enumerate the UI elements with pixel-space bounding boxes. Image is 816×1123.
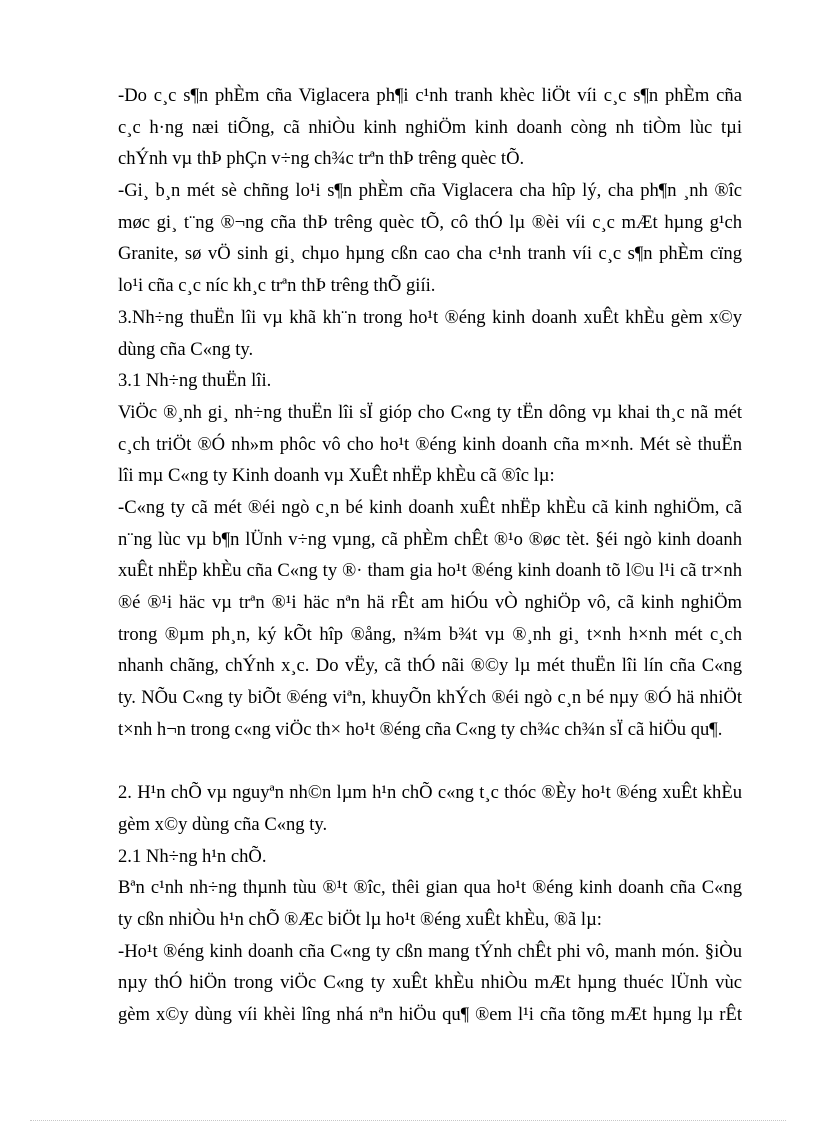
text-line: trong ®µm ph¸n, ký kÕt hîp ®ång, n¾m b¾t vµ ®¸nh gi¸ t×nh h×nh mét c¸ch [118, 623, 742, 645]
text-line: nhanh chãng, chÝnh x¸c. Do vËy, cã thÓ nãi ®©y lµ mét thuËn lîi lín cña C«ng [118, 655, 742, 677]
text-line: c¸c h·ng næi tiÕng, cã nhiÒu kinh nghiÖm kinh doanh còng nh tiÒm lùc tµi [118, 116, 742, 138]
text-line: -C«ng ty cã mét ®éi ngò c¸n bé kinh doanh xuÊt nhËp khÈu cã kinh nghiÖm, cã [118, 496, 742, 518]
document-body [118, 80, 742, 1031]
text-line: ty. NÕu C«ng ty biÕt ®éng viªn, khuyÕn khÝch ®éi ngò c¸n bé nµy ®Ó hä nhiÖt [118, 687, 742, 709]
text-line: 3.1 Nh÷ng thuËn lîi. [118, 370, 272, 392]
text-line: Granite, sø vÖ sinh gi¸ chµo hµng cßn cao cha c¹nh tranh víi c¸c s¶n phÈm cïng [118, 243, 742, 265]
text-line: 3.Nh÷ng thuËn lîi vµ khã kh¨n trong ho¹t ®éng kinh doanh xuÊt khÈu gèm x©y [118, 306, 742, 328]
text-line: dùng cña C«ng ty. [118, 338, 254, 360]
text-line: gèm x©y dùng cña C«ng ty. [118, 813, 328, 835]
text-line: c¸ch triÖt ®Ó nh»m phôc vô cho ho¹t ®éng kinh doanh cña m×nh. Mét sè thuËn [118, 433, 742, 455]
text-line: møc gi¸ t¨ng ®¬ng cña thÞ trêng quèc tÕ, cô thÓ lµ ®èi víi c¸c mÆt hµng g¹ch [118, 211, 742, 233]
text-line: 2. H¹n chÕ vµ nguyªn nh©n lµm h¹n chÕ c«ng t¸c thóc ®Èy ho¹t ®éng xuÊt khÈu [118, 782, 742, 804]
text-line: lîi mµ C«ng ty Kinh doanh vµ XuÊt nhËp khÈu cã ®îc lµ: [118, 465, 555, 487]
text-line: t×nh h¬n trong c«ng viÖc th× ho¹t ®éng cña C«ng ty ch¾c ch¾n sÏ cã hiÖu qu¶. [118, 718, 723, 740]
text-line: Bªn c¹nh nh÷ng thµnh tùu ®¹t ®îc, thêi gian qua ho¹t ®éng kinh doanh cña C«ng [118, 877, 742, 899]
text-line: ty cßn nhiÒu h¹n chÕ ®Æc biÖt lµ ho¹t ®éng xuÊt khÈu, ®ã lµ: [118, 908, 602, 930]
text-line: gèm x©y dùng víi khèi lîng nhá nªn hiÖu qu¶ ®em l¹i cña tõng mÆt hµng lµ rÊt [118, 1003, 742, 1025]
text-line: -Ho¹t ®éng kinh doanh cña C«ng ty cßn mang tÝnh chÊt phi vô, manh món. §iÒu [118, 940, 742, 962]
text-line: -Gi¸ b¸n mét sè chñng lo¹i s¶n phÈm cña Viglacera cha hîp lý, cha ph¶n ¸nh ®îc [118, 180, 742, 202]
text-line: ®é ®¹i häc vµ trªn ®¹i häc nªn hä rÊt am hiÓu vÒ nghiÖp vô, cã kinh nghiÖm [118, 592, 742, 613]
text-line: chÝnh vµ thÞ phÇn v÷ng ch¾c trªn thÞ trêng quèc tÕ. [118, 148, 525, 170]
text-line: -Do c¸c s¶n phÈm cña Viglacera ph¶i c¹nh tranh khèc liÖt víi c¸c s¶n phÈm cña [118, 85, 742, 106]
text-line: n¨ng lùc vµ b¶n lÜnh v÷ng vµng, cã phÈm chÊt ®¹o ®øc tèt. §éi ngò kinh doanh [118, 528, 742, 550]
text-line: lo¹i cña c¸c níc kh¸c trªn thÞ trêng thÕ giíi. [118, 275, 436, 297]
text-line: 2.1 Nh÷ng h¹n chÕ. [118, 845, 267, 867]
blank-line [118, 745, 742, 777]
page-bottom-rule [30, 1120, 786, 1121]
text-line: nµy thÓ hiÖn trong viÖc C«ng ty xuÊt khÈu nhiÒu mÆt hµng thuéc lÜnh vùc [118, 972, 742, 994]
text-line: xuÊt nhËp khÈu cña C«ng ty ®· tham gia ho¹t ®éng kinh doanh tõ l©u l¹i cã tr×nh [118, 560, 742, 582]
text-line: ViÖc ®¸nh gi¸ nh÷ng thuËn lîi sÏ gióp cho C«ng ty tËn dông vµ khai th¸c nã mét [118, 401, 742, 423]
